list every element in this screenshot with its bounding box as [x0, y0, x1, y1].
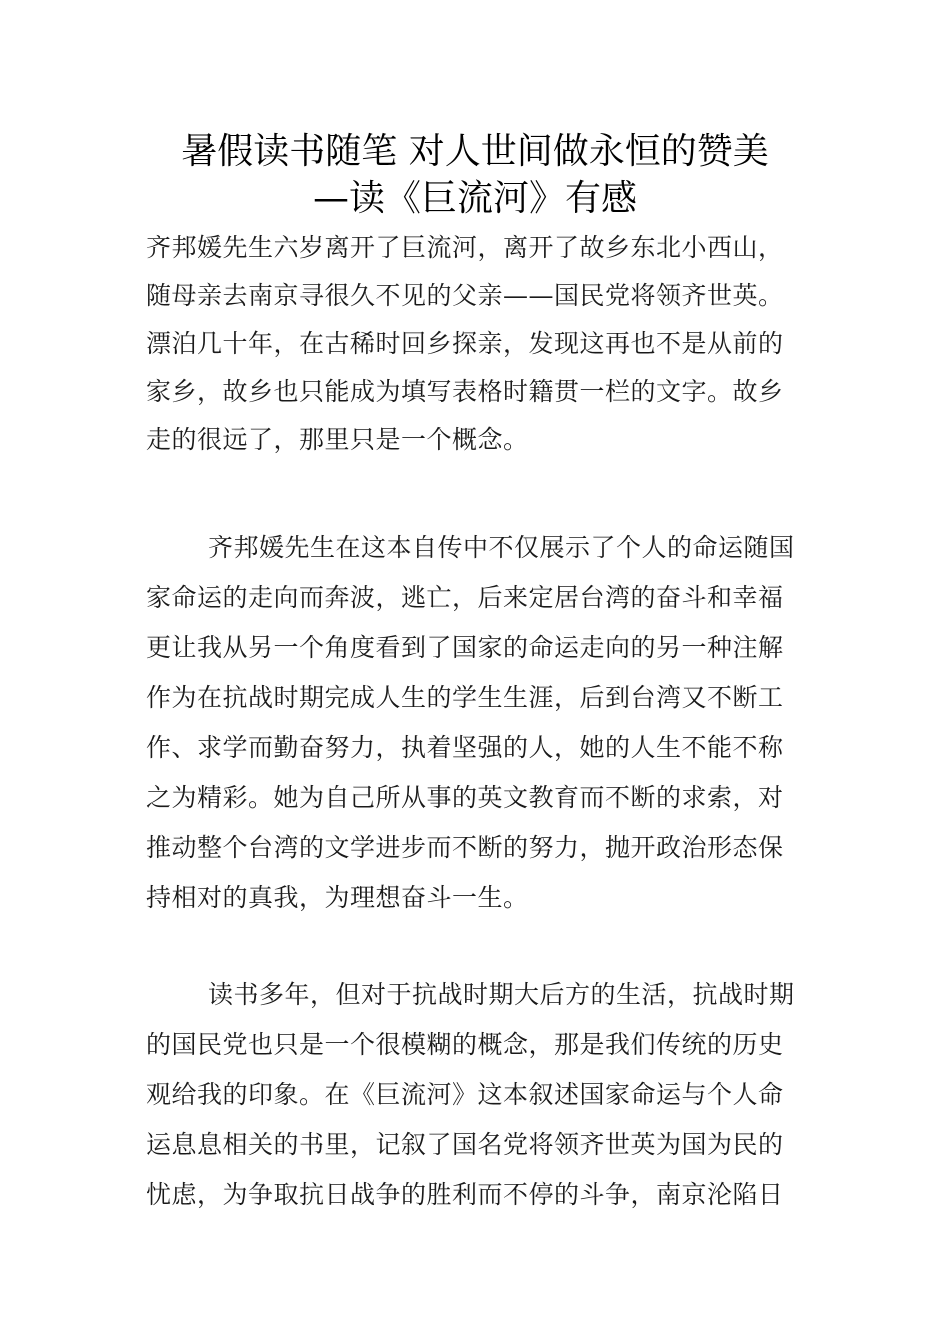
paragraph-line: 推动整个台湾的文学进步而不断的努力，抛开政治形态保	[146, 833, 784, 862]
paragraph-line: 作为在抗战时期完成人生的学生生涯，后到台湾又不断工	[146, 683, 784, 712]
document-title-line-1: 暑假读书随笔 对人世间做永恒的赞美	[181, 131, 769, 172]
paragraph-line: 忧虑，为争取抗日战争的胜利而不停的斗争，南京沦陷日	[146, 1180, 784, 1209]
paragraph-line: 更让我从另一个角度看到了国家的命运走向的另一种注解	[146, 633, 784, 662]
paragraph-line: 之为精彩。她为自己所从事的英文教育而不断的求索，对	[146, 783, 784, 812]
paragraph-line: 运息息相关的书里，记叙了国名党将领齐世英为国为民的	[146, 1130, 784, 1159]
paragraph-line: 齐邦媛先生六岁离开了巨流河，离开了故乡东北小西山，	[146, 233, 784, 262]
paragraph-line: 作、求学而勤奋努力，执着坚强的人，她的人生不能不称	[146, 733, 784, 762]
paragraph-line: 随母亲去南京寻很久不见的父亲——国民党将领齐世英。	[146, 281, 784, 310]
paragraph-line: 读书多年，但对于抗战时期大后方的生活，抗战时期	[208, 980, 795, 1009]
paragraph-line: 漂泊几十年，在古稀时回乡探亲，发现这再也不是从前的	[146, 329, 784, 358]
paragraph-line: 家乡，故乡也只能成为填写表格时籍贯一栏的文字。故乡	[146, 377, 784, 406]
paragraph-line: 齐邦媛先生在这本自传中不仅展示了个人的命运随国	[208, 533, 795, 562]
paragraph-line: 走的很远了，那里只是一个概念。	[146, 425, 529, 454]
paragraph-line: 家命运的走向而奔波，逃亡，后来定居台湾的奋斗和幸福	[146, 583, 784, 612]
paragraph-line: 观给我的印象。在《巨流河》这本叙述国家命运与个人命	[146, 1080, 784, 1109]
paragraph-line: 持相对的真我，为理想奋斗一生。	[146, 883, 529, 912]
document-title-line-2: —读《巨流河》有感	[312, 178, 637, 219]
paragraph-line: 的国民党也只是一个很模糊的概念，那是我们传统的历史	[146, 1030, 784, 1059]
